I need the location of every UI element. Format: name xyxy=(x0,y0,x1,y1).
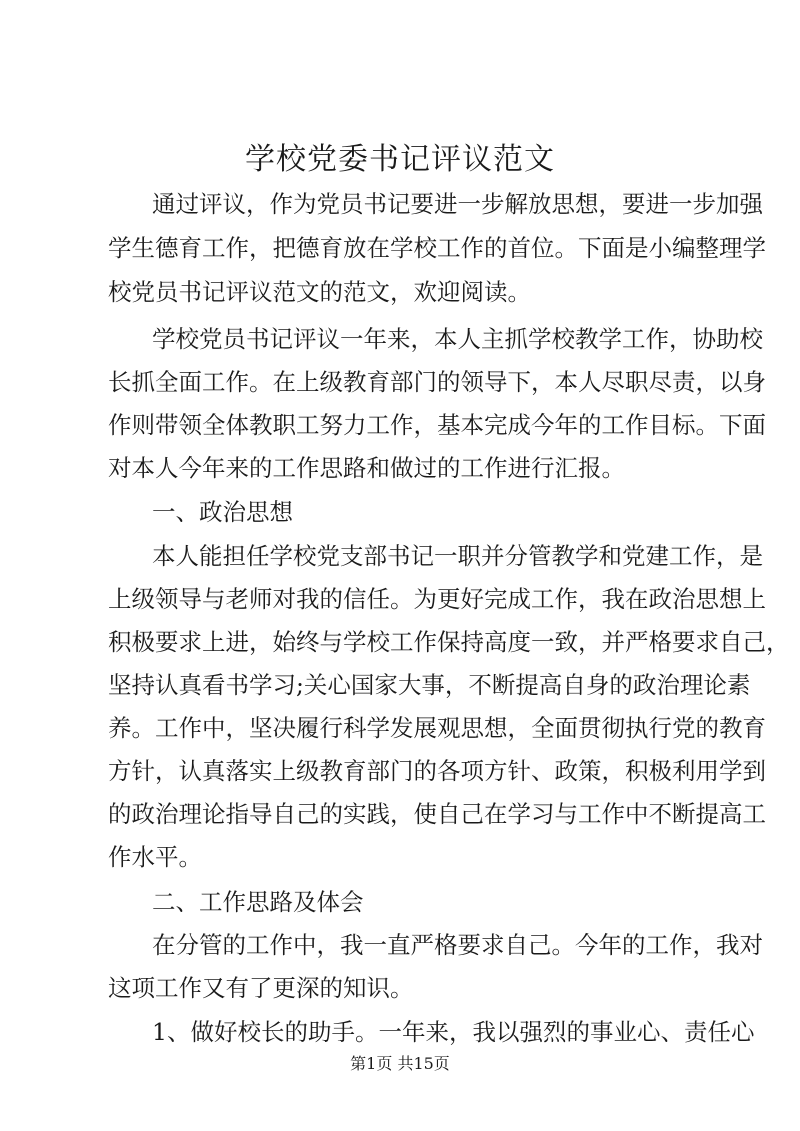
section-heading: 二、工作思路及体会 xyxy=(152,888,364,916)
text-line: 1、做好校长的助手。一年来，我以强烈的事业心、责任心 xyxy=(152,1018,755,1046)
text-line: 坚持认真看书学习;关心国家大事，不断提高自身的政治理论素 xyxy=(108,671,751,699)
text-line: 的政治理论指导自己的实践，使自己在学习与工作中不断提高工 xyxy=(108,800,766,828)
text-line: 养。工作中，坚决履行科学发展观思想，全面贯彻执行党的教育 xyxy=(108,714,766,742)
text-line: 这项工作又有了更深的知识。 xyxy=(108,974,414,1002)
text-line: 方针，认真落实上级教育部门的各项方针、政策，积极利用学到 xyxy=(108,757,766,785)
text-line: 通过评议，作为党员书记要进一步解放思想，要进一步加强 xyxy=(152,190,763,218)
document-title: 学校党委书记评议范文 xyxy=(245,142,555,177)
text-line: 本人能担任学校党支部书记一职并分管教学和党建工作，是 xyxy=(152,542,763,570)
section-heading: 一、政治思想 xyxy=(152,498,293,526)
text-line: 上级领导与老师对我的信任。为更好完成工作，我在政治思想上 xyxy=(108,585,766,613)
text-line: 长抓全面工作。在上级教育部门的领导下，本人尽职尽责，以身 xyxy=(108,368,766,396)
text-line: 学校党员书记评议一年来，本人主抓学校教学工作，协助校 xyxy=(152,325,763,353)
text-line: 学生德育工作，把德育放在学校工作的首位。下面是小编整理学 xyxy=(108,234,766,262)
text-line: 作水平。 xyxy=(108,843,202,871)
text-line: 在分管的工作中，我一直严格要求自己。今年的工作，我对 xyxy=(152,931,763,959)
text-line: 积极要求上进，始终与学校工作保持高度一致，并严格要求自己， xyxy=(108,628,790,656)
text-line: 对本人今年来的工作思路和做过的工作进行汇报。 xyxy=(108,454,625,482)
page-footer: 第1页 共15页 xyxy=(350,1054,450,1073)
text-line: 校党员书记评议范文的范文，欢迎阅读。 xyxy=(108,278,531,306)
text-line: 作则带领全体教职工努力工作，基本完成今年的工作目标。下面 xyxy=(108,411,766,439)
